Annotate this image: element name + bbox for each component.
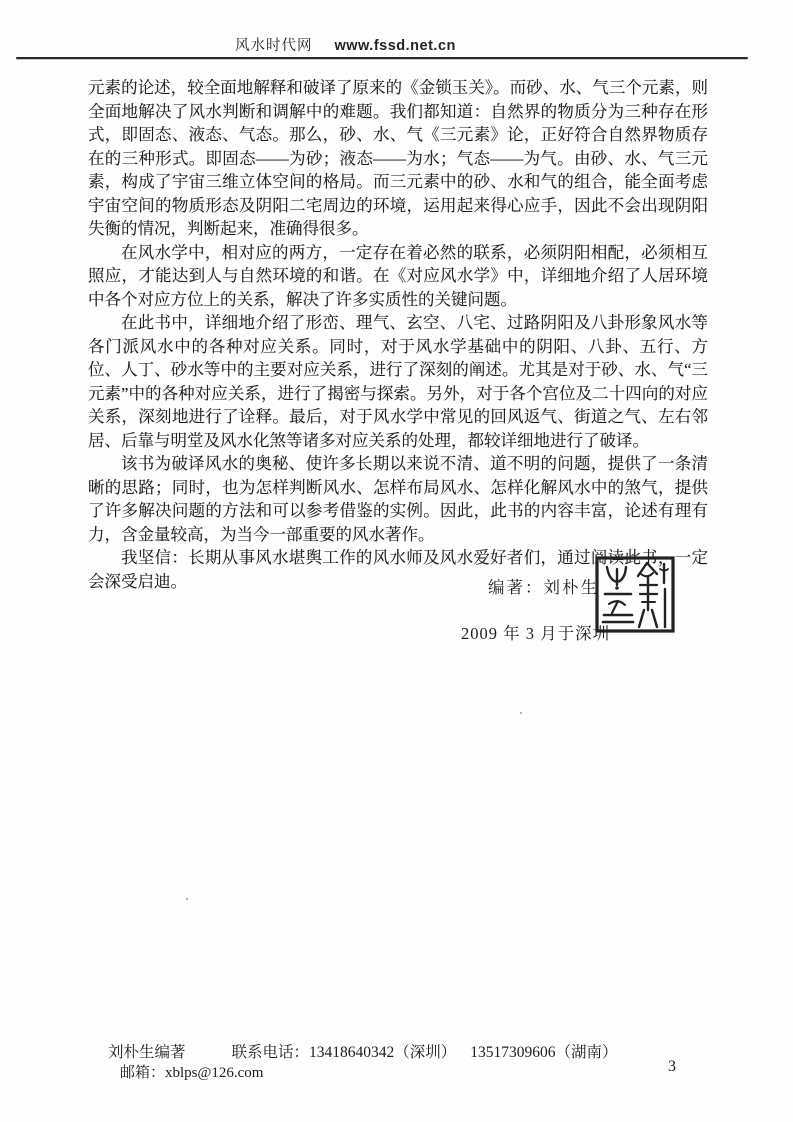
scan-speck [186, 898, 188, 900]
page-number: 3 [668, 1058, 676, 1075]
body-paragraph: 元素的论述，较全面地解释和破译了原来的《金锁玉关》。而砂、水、气三个元素，则全面地解决了风水判断和调解中的难题。我们都知道：自然界的物质分为三种存在形式，即固态、液态、气态。那么，砂、水、气《三元素》论，正好符合自然界物质存在的三种形式。即固态——为砂；液态——为水；气态——为气。由砂、水、气三元素，构成了宇宙三维立体空间的格局。而三元素中的砂、水和气的组合，能全面考虑宇宙空间的物质形态及阴阳二宅周边的环境，运用起来得心应手，因此不会出现阴阳失衡的情况，判断起来，准确得很多。 [88, 78, 708, 238]
page-body-text [88, 76, 708, 593]
header-divider-rule [16, 57, 748, 59]
body-paragraph: 在此书中，详细地介绍了形峦、理气、玄空、八宅、过路阴阳及八卦形象风水等各门派风水中的各种对应关系。同时，对于风水学基础中的阴阳、八卦、五行、方位、人丁、砂水等中的主要对应关系，进行了深刻的阐述。尤其是对于砂、水、气“三元素”中的各种对应关系，进行了揭密与探索。另外，对于各个宫位及二十四向的对应关系，深刻地进行了诠释。最后，对于风水学中常见的回风返气、街道之气、左右邻居、后靠与明堂及风水化煞等诸多对应关系的处理，都较详细地进行了破译。 [88, 313, 708, 450]
site-url: www.fssd.net.cn [334, 38, 456, 54]
footer-phone-1: 联系电话：13418640342（深圳） [231, 1044, 457, 1061]
signature-date-line: 2009 年 3 月于深圳 [461, 624, 611, 643]
body-paragraph: 在风水学中，相对应的两方，一定存在着必然的联系，必须阴阳相配，必须相互照应，才能达到人与自然环境的和谐。在《对应风水学》中，详细地介绍了人居环境中各个对应方位上的关系，解决了许多实质性的关键问题。 [88, 242, 708, 309]
author-signature-line: 编著：刘朴生 [488, 578, 599, 597]
body-paragraph: 我坚信：长期从事风水堪舆工作的风水师及风水爱好者们，通过阅读此书，一定会深受启迪。 [88, 548, 708, 591]
footer-email: 邮箱：xblps@126.com [120, 1065, 264, 1081]
author-seal-icon [594, 555, 676, 635]
footer-contact-line [108, 1040, 708, 1062]
footer-phone-2: 13517309606（湖南） [470, 1044, 618, 1061]
site-name: 风水时代网 [235, 38, 313, 54]
scan-speck [520, 712, 522, 714]
body-paragraph: 该书为破译风水的奥秘、使许多长期以来说不清、道不明的问题，提供了一条清晰的思路；同时，也为怎样判断风水、怎样布局风水、怎样化解风水中的煞气，提供了许多解决问题的方法和可以参考借鉴的实例。因此，此书的内容丰富，论述有理有力，含金量较高，为当今一部重要的风水著作。 [88, 454, 708, 544]
footer-author: 刘朴生编著 [108, 1044, 186, 1061]
site-watermark [235, 34, 456, 55]
